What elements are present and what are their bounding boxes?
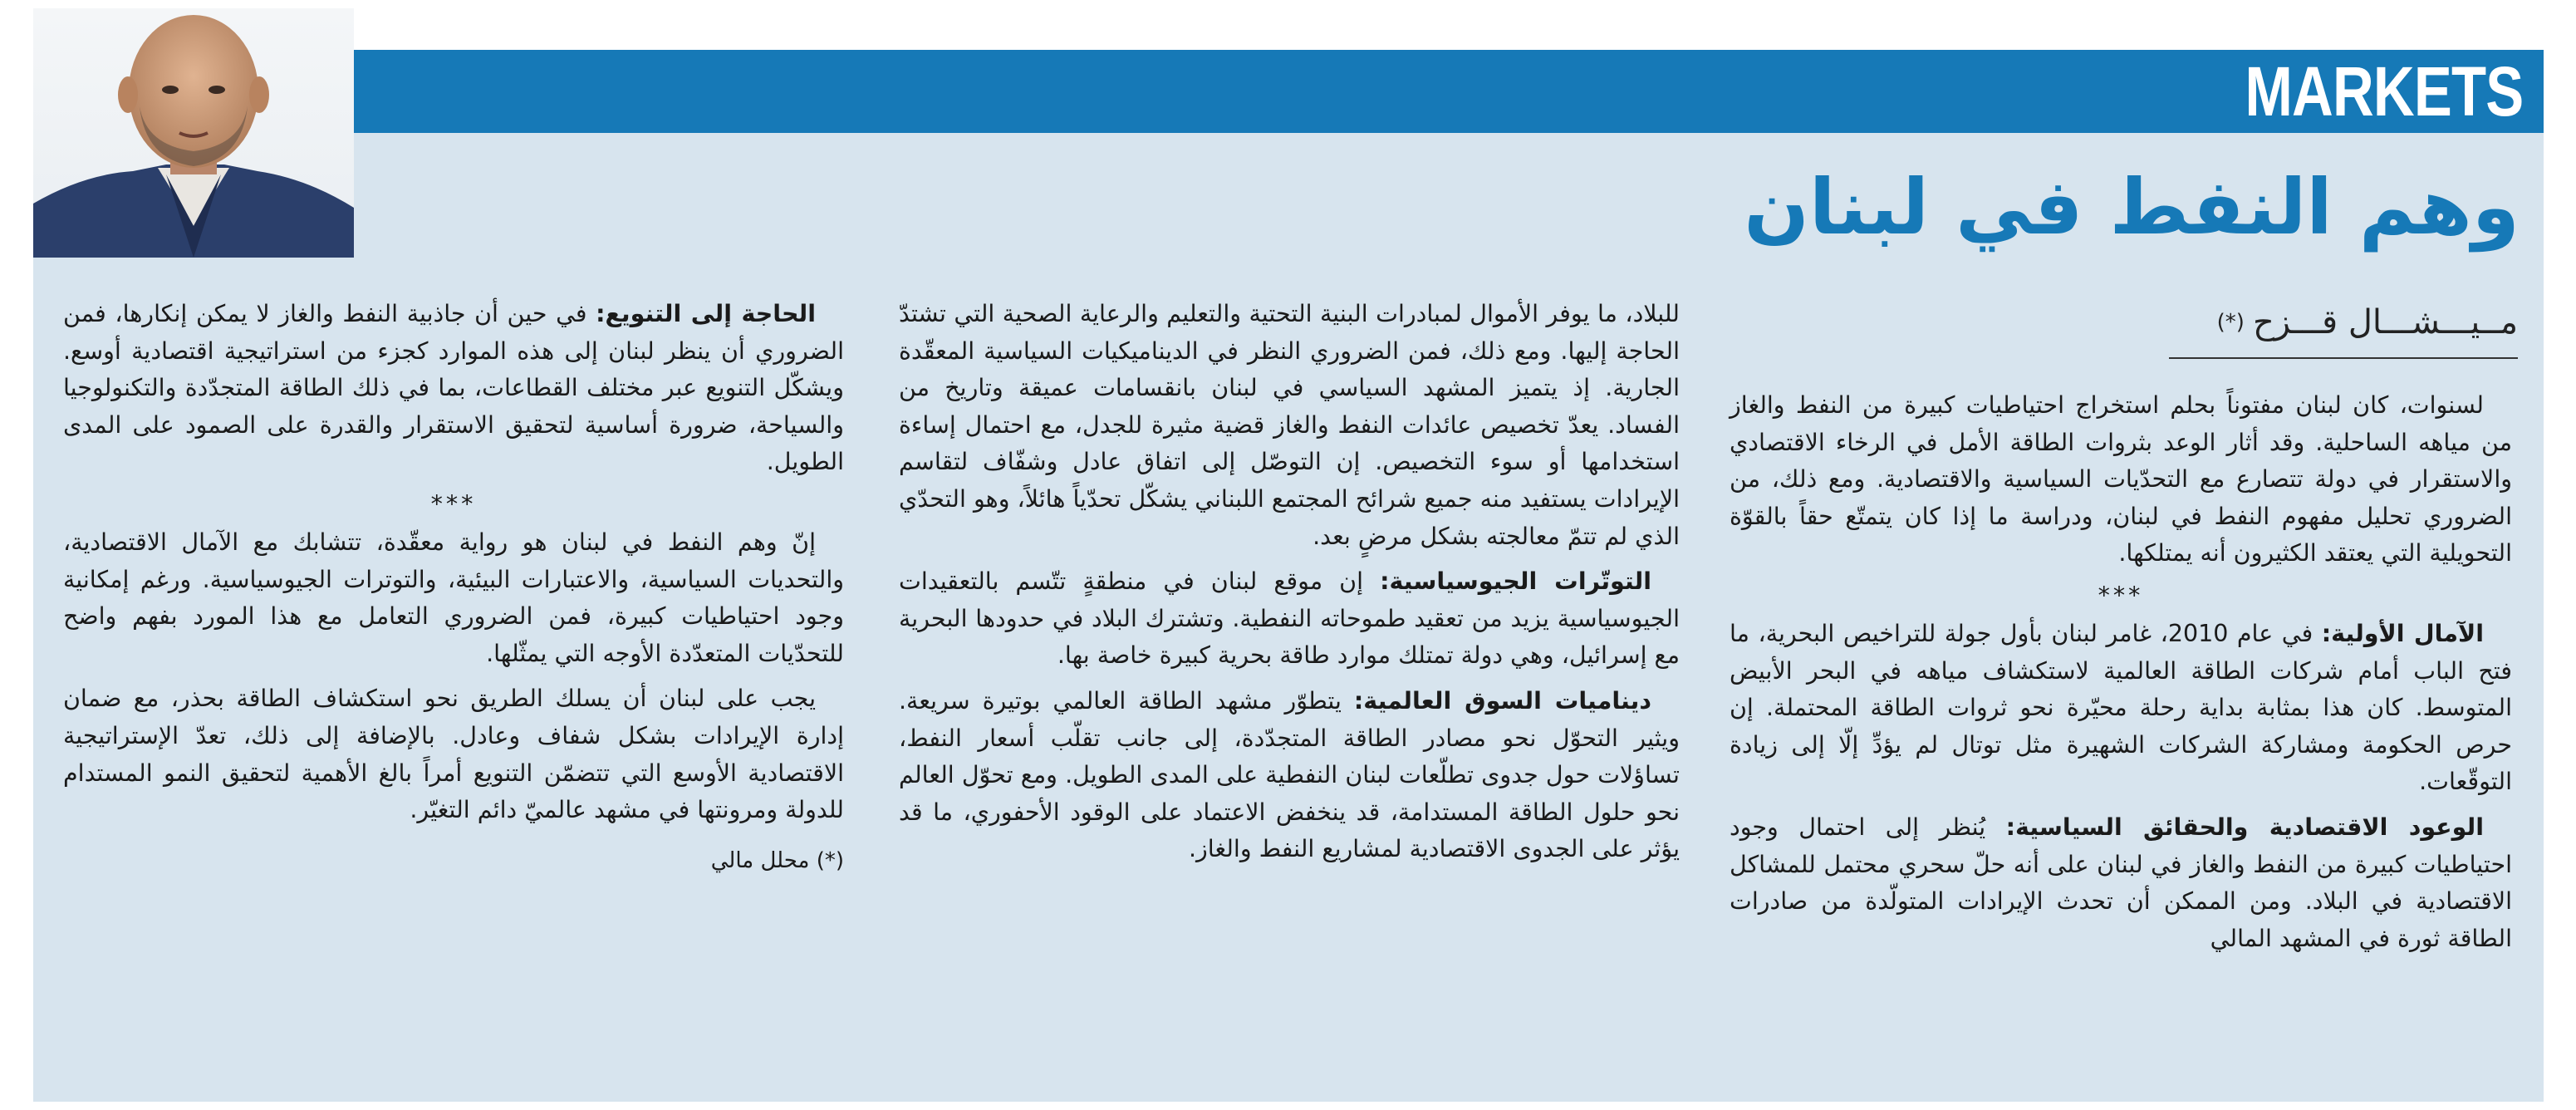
paragraph: لسنوات، كان لبنان مفتوناً بحلم استخراج احتياطيات كبيرة من النفط والغاز من مياهه الساحلية. وقد أثار الوعد بثروات الطاقة الأمل في الرخاء الاقتصادي والاستقرار في دولة تتصارع مع التحدّيات السياسية والاقتصادية. ومع ذلك، من الضروري تحليل مفهوم النفط في لبنان، ودراسة ما إذا كان يتمتّع حقاً بالقوّة التحويلية التي يعتقد الكثيرون أنه يمتلكها. [1730, 391, 2512, 567]
author-name: مــيـــشـــال قـــزح [2252, 303, 2518, 341]
paragraph-lead: ديناميات السوق العالمية: [1353, 686, 1652, 715]
paragraph-lead: الآمال الأولية: [2321, 619, 2484, 647]
byline-rule [2169, 357, 2518, 359]
paragraph-lead: التوتّرات الجيوسياسية: [1380, 567, 1651, 596]
section-label: MARKETS [2245, 52, 2523, 130]
paragraph: ديناميات السوق العالمية: يتطوّر مشهد الطاقة العالمي بوتيرة سريعة. ويثير التحوّل نحو مصادر الطاقة المتجدّدة، إلى جانب تقلّب أسعار النفط، تساؤلات حول جدوى تطلّعات لبنان النفطية على المدى الطويل. ومع تحوّل العالم نحو حلول الطاقة المستدامة، قد ينخفض الاعتماد على الوقود الأحفوري، ما قد يؤثر على الجدوى الاقتصادية لمشاريع النفط والغاز. [899, 686, 1680, 863]
article-headline: وهم النفط في لبنان [1744, 163, 2520, 252]
column-2 [899, 296, 1680, 877]
column-1 [1730, 387, 2512, 965]
author-footnote: (*) محلل مالي [710, 847, 844, 873]
paragraph: يجب على لبنان أن يسلك الطريق نحو استكشاف الطاقة بحذر، مع ضمان إدارة الإيرادات بشكل شفاف وعادل. بالإضافة إلى ذلك، تعدّ الإستراتيجية الاقتصادية الأوسع التي تتضمّن التنويع أمراً بالغ الأهمية لتحقيق النمو المستدام للدولة ومرونتها في مشهد عالميّ دائم التغيّر. [63, 685, 844, 824]
section-banner [33, 50, 2544, 133]
paragraph: الآمال الأولية: في عام 2010، غامر لبنان بأول جولة للتراخيص البحرية، ما فتح الباب أمام شركات الطاقة العالمية لاستكشاف مياهه في البحر الأبيض المتوسط. كان هذا بمثابة بداية رحلة محيّرة نحو ثروات الطاقة المحتملة. إن حرص الحكومة ومشاركة الشركات الشهيرة مثل توتال لم يؤدِّ إلّا إلى زيادة التوقّعات. [1730, 619, 2512, 796]
separator-stars: *** [430, 489, 477, 518]
paragraph-lead: الوعود الاقتصادية والحقائق السياسية: [2005, 813, 2484, 841]
separator-stars: *** [2098, 581, 2144, 609]
paragraph: الحاجة إلى التنويع: في حين أن جاذبية النفط والغاز لا يمكن إنكارها، فمن الضروري أن ينظر لبنان إلى هذه الموارد كجزء من استراتيجية اقتصادية أوسع. ويشكّل التنويع عبر مختلف القطاعات، بما في ذلك الطاقة المتجدّدة والتكنولوجيا والسياحة، ضرورة أساسية لتحقيق الاستقرار والقدرة على الصمود على المدى الطويل. [63, 300, 844, 476]
paragraph: الوعود الاقتصادية والحقائق السياسية: يُنظر إلى احتمال وجود احتياطيات كبيرة من النفط والغاز في لبنان على أنه حلّ سحري محتمل للمشاكل الاقتصادية في البلاد. ومن الممكن أن تحدث الإيرادات المتولّدة من صادرات الطاقة ثورة في المشهد المالي [1730, 813, 2512, 952]
paragraph: للبلاد، ما يوفر الأموال لمبادرات البنية التحتية والتعليم والرعاية الصحية التي تشتدّ الحاجة إليها. ومع ذلك، فمن الضروري النظر في الديناميكيات السياسية المعقّدة الجارية. إذ يتميز المشهد السياسي في لبنان بانقسامات عميقة وتاريخ من الفساد. يعدّ تخصيص عائدات النفط والغاز قضية مثيرة للجدل، مع احتمال إساءة استخدامها أو سوء التخصيص. إن التوصّل إلى اتفاق عادل وشفّاف لتقاسم الإيرادات يستفيد منه جميع شرائح المجتمع اللبناني يشكّل تحدّياً هائلاً، وهو التحدّي الذي لم تتمّ معالجته بشكل مرضٍ بعد. [899, 300, 1680, 550]
paragraph-lead: الحاجة إلى التنويع: [596, 300, 817, 327]
author-photo [33, 8, 354, 258]
column-3 [63, 296, 844, 887]
paragraph: إنّ وهم النفط في لبنان هو رواية معقّدة، تتشابك مع الآمال الاقتصادية، والتحديات السياسية، والاعتبارات البيئية، والتوترات الجيوسياسية. ورغم إمكانية وجود احتياطيات كبيرة، فمن الضروري التعامل مع هذا المورد بفهم واضح للتحدّيات المتعدّدة الأوجه التي يمثّلها. [63, 528, 844, 667]
byline-footnote-mark: (*) [2216, 310, 2245, 335]
author-portrait-icon [33, 8, 354, 258]
byline [2169, 299, 2518, 359]
paragraph: التوتّرات الجيوسياسية: إن موقع لبنان في منطقةٍ تتّسم بالتعقيدات الجيوسياسية يزيد من تعقيد طموحاته النفطية. وتشترك البلاد في حدودها البحرية مع إسرائيل، وهي دولة تمتلك موارد طاقة بحرية كبيرة خاصة بها. [899, 567, 1680, 670]
